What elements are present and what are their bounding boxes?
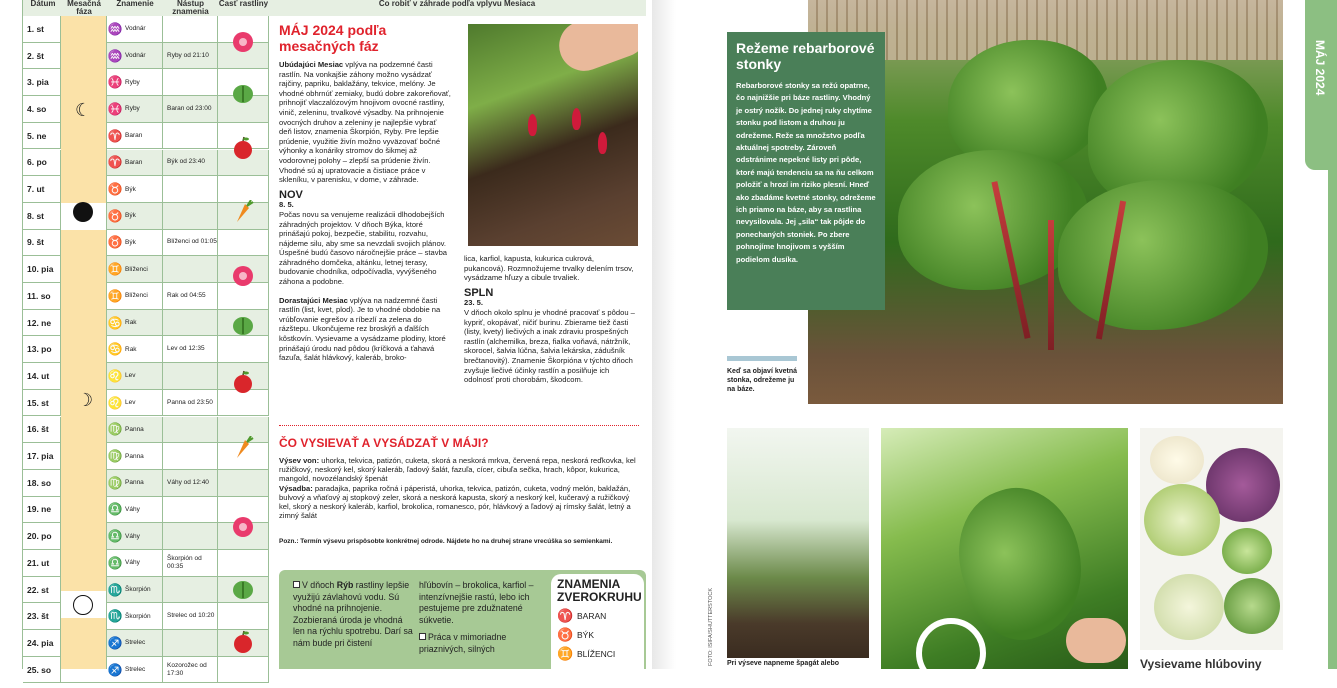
- spln-heading: SPLN: [464, 286, 494, 299]
- flower-icon: [231, 515, 255, 539]
- header-entry: Nástup znamenia: [172, 0, 209, 16]
- calendar-day: 3. pia: [23, 69, 61, 95]
- calendar-day: 18. so: [23, 470, 61, 496]
- sign-entry: Strelec od 10:20: [163, 603, 218, 629]
- tips-box: [279, 570, 646, 669]
- calendar-sign: [107, 523, 163, 549]
- calendar-day: 5. ne: [23, 123, 61, 149]
- sign-name: Vodnár: [125, 25, 146, 33]
- checkbox-icon: [293, 581, 300, 588]
- calendar-sign: [107, 310, 163, 336]
- calendar-day: 20. po: [23, 523, 61, 549]
- sign-name: Váhy: [125, 532, 140, 540]
- radish-shape: [572, 108, 581, 130]
- zodiac-icon: ♎: [107, 502, 123, 517]
- sowing-outdoor-lead: Výsev von:: [279, 456, 320, 465]
- radish-shape: [598, 132, 607, 154]
- sign-entry: [163, 310, 218, 336]
- sowing-section: [279, 425, 639, 520]
- sign-entry: Rak od 04:55: [163, 283, 218, 309]
- taurus-icon: ♉: [557, 626, 574, 642]
- lettuce-leaf-icon: [231, 578, 255, 602]
- carrot-icon: [231, 436, 255, 460]
- calendar-row: [23, 657, 269, 684]
- sowing-outdoor: [279, 456, 639, 520]
- sign-entry: [163, 69, 218, 95]
- calendar-day: 4. so: [23, 96, 61, 122]
- calendar-row: [23, 176, 269, 203]
- calendar-sign: [107, 443, 163, 469]
- calendar-day: 22. st: [23, 577, 61, 603]
- sign-name: Váhy: [125, 559, 140, 567]
- zodiac-icon: ♌: [107, 395, 123, 410]
- carrot-icon: [231, 200, 255, 224]
- article-column-2: [464, 254, 636, 385]
- section-strip-title: Čo robiť v záhrade podľa vplyvu Mesiaca: [268, 0, 646, 16]
- tip1-text: rastliny lepšie využijú závlahovú vodu. Sú vhodné na prihnojenie. Zozbieraná úroda je vhodná len na rýchlu spotrebu. Darí sa nám bude pri čistení: [293, 580, 413, 648]
- apple-icon: [231, 630, 255, 654]
- sign-entry: Lev od 12:35: [163, 336, 218, 362]
- tips-column-2: [419, 580, 549, 655]
- stalk-shape: [1048, 220, 1054, 350]
- full-moon-icon: [73, 595, 93, 615]
- calendar-day: 24. pia: [23, 630, 61, 656]
- zodiac-icon: ♉: [107, 208, 123, 223]
- leaf-closeup-photo: [881, 428, 1128, 669]
- calendar-sign: [107, 123, 163, 149]
- calendar-sign: [107, 603, 163, 629]
- calendar-row: [23, 550, 269, 577]
- header-date: Dátum: [30, 0, 56, 8]
- calendar-day: 13. po: [23, 336, 61, 362]
- sowing-note: Pozn.: Termín výsevu prispôsobte konkrétnej odrode. Nájdete ho na druhej strane vrecúška so semienkami.: [279, 538, 613, 545]
- calendar-day: 17. pia: [23, 443, 61, 469]
- sign-name: Býk: [125, 238, 136, 246]
- header-plant: Časť rastliny: [218, 0, 269, 8]
- calendar-day: 7. ut: [23, 176, 61, 202]
- sign-entry: Váhy od 12:40: [163, 470, 218, 496]
- rhubarb-info-box: [727, 32, 885, 310]
- calendar-sign: [107, 203, 163, 229]
- tip1-pre: V dňoch: [302, 580, 337, 590]
- article-title: MÁJ 2024 podľa mesačných fáz: [279, 22, 387, 54]
- waning-lead: Ubúdajúci Mesiac: [279, 60, 344, 69]
- sign-entry: Kozorožec od 17:30: [163, 657, 218, 683]
- sign-name: Ryby: [125, 78, 140, 86]
- nov-text: Počas novu sa venujeme realizácii dlhodobejších záhradných projektov. V dňoch Býka, ktoré prinášajú pokoj, bezpečie, stabilitu, rozvahu, nájdeme silu, aby sme sa nevzdali svojich plánov. Úspešné budú časovo náročnejšie práce – stavba záhradného domčeka, altánku, letnej terasy, budovanie chodníka, odpočívadla, vyvýšeného záhona a podobne.: [279, 209, 448, 287]
- waxing-lead: Dorastajúci Mesiac: [279, 295, 348, 305]
- calendar-sign: [107, 497, 163, 523]
- rhubarb-caption: Keď sa objaví kvetná stonka, odrežeme ju na báze.: [727, 356, 797, 394]
- sign-entry: [163, 176, 218, 202]
- month-tab-label: MÁJ 2024: [1313, 40, 1327, 96]
- zodiac-icon: ♓: [107, 75, 123, 90]
- tip1-bold: Rýb: [336, 580, 354, 590]
- waning-text: vplýva na podzemné časti rastlín. Na vonkajšie záhony možno vysádzať rajčiny, papriku, baklažány, tekvice, melóny. Je vhodné obhrnúť zemiaky, budú dobre zakoreňovať, prihnojiť vlaczalózovým hnojivom ovocné rastliny, vinič, zeleninu, trvalkové výsadby. Na prihnojenie ovocných druhov a zeleniny je najlepšie vybrať deň listov, znamenia Škorpión, Ryby. Pre lepšie prúdenie, využitie živín možno vyväzovať bočné výhonky a konáriky stromov do šikmej až vodorovnej polohy – zlepší sa prúdenie živín. Vhodné sú aj upratovacie a čistiace práce v skleníku, v parenisku, v dome, v záhrade.: [279, 60, 451, 185]
- zodiac-heading: ZNAMENIA ZVEROKRUHU: [557, 577, 642, 604]
- checkbox-icon: [419, 633, 426, 640]
- sign-name: Panna: [125, 425, 144, 433]
- calendar-row: [23, 336, 269, 363]
- rhubarb-heading: Režeme rebarborové stonky: [736, 40, 875, 72]
- zodiac-name: BARAN: [577, 610, 607, 621]
- planting-lead: Výsadba:: [279, 483, 313, 493]
- zodiac-icon: ♋: [107, 315, 123, 330]
- sign-name: Ryby: [125, 105, 140, 113]
- sowing-heading: ČO VYSIEVAŤ A VYSÁDZAŤ V MÁJI?: [279, 436, 489, 450]
- tip3: [419, 632, 549, 655]
- spln-date: 23. 5.: [464, 298, 483, 308]
- sign-entry: Ryby od 21:10: [163, 43, 218, 69]
- zodiac-icon: ♉: [107, 182, 123, 197]
- calendar-sign: [107, 176, 163, 202]
- waxing-paragraph: [279, 296, 451, 363]
- sign-name: Lev: [125, 399, 136, 407]
- zodiac-icon: ♋: [107, 342, 123, 357]
- sign-name: Býk: [125, 212, 136, 220]
- zodiac-icon: ♈: [107, 128, 123, 143]
- phase-waning-2: [61, 618, 107, 669]
- spln-text: V dňoch okolo splnu je vhodné pracovať s pôdou – kypriť, okopávať, ničiť burinu. Zbierame tiež časti (listy, kvety) liečivých a inak zdraviu prospešných rastlín (alchemilka, breza, fialka voňavá, nátržník, skorocel, šalvia lúčna, šalvia lekárska, zádušník brečtanovitý). Znamenie Škorpióna v týchto dňoch zvyšuje liečivé účinky rastlín a posilňuje ich odolnosť proti chorobám, škodcom.: [464, 307, 635, 385]
- sign-name: Lev: [125, 372, 136, 380]
- calendar-row: [23, 603, 269, 630]
- waxing-moon-icon: ☽: [77, 390, 94, 410]
- zodiac-icon: ♊: [107, 262, 123, 277]
- sign-entry: Býk od 23:40: [163, 150, 218, 176]
- sign-entry: Blíženci od 01:05: [163, 230, 218, 256]
- tips-column-1: [293, 580, 413, 649]
- zodiac-icon: ♐: [107, 635, 123, 650]
- plant-part-cell: [218, 603, 269, 629]
- zodiac-icon: ♓: [107, 101, 123, 116]
- calendar-day: 2. št: [23, 43, 61, 69]
- radish-shape: [528, 114, 537, 136]
- seedlings-caption: Pri výseve napneme špagát alebo: [727, 660, 840, 667]
- sign-name: Býk: [125, 185, 136, 193]
- sign-name: Rak: [125, 345, 137, 353]
- magnifier-icon: [916, 618, 986, 688]
- waning-moon-icon: ☾: [75, 100, 92, 120]
- sign-name: Panna: [125, 479, 144, 487]
- sign-name: Panna: [125, 452, 144, 460]
- calendar-sign: [107, 470, 163, 496]
- calendar-day: 10. pia: [23, 256, 61, 282]
- calendar-sign: [107, 69, 163, 95]
- sign-entry: [163, 256, 218, 282]
- seedlings-photo: [727, 428, 869, 658]
- sign-entry: [163, 417, 218, 443]
- month-tab: [1305, 0, 1337, 170]
- new-moon-icon: [73, 202, 93, 222]
- zodiac-legend: [549, 572, 646, 669]
- sign-name: Blíženci: [125, 292, 148, 300]
- hand-shape: [1066, 618, 1126, 663]
- zodiac-item: [551, 606, 644, 625]
- savoy-cabbage-shape: [1144, 484, 1220, 556]
- sign-entry: [163, 203, 218, 229]
- calendar-sign: [107, 336, 163, 362]
- waxing-continuation: lica, karfiol, kapusta, kukurica cukrová, pukancová). Rozmnožujeme trvalky delením trsov, vysádzame hľuzy a cibule trvaliek.: [464, 254, 634, 283]
- sign-name: Rak: [125, 319, 137, 327]
- zodiac-icon: ♊: [107, 288, 123, 303]
- leaf-shape: [948, 40, 1108, 170]
- brassicas-photo: [1140, 428, 1283, 650]
- waning-paragraph: [279, 60, 451, 185]
- brussels-sprout-shape: [1222, 528, 1272, 574]
- zodiac-icon: ♏: [107, 582, 123, 597]
- calendar-day: 21. ut: [23, 550, 61, 576]
- zodiac-icon: ♐: [107, 662, 123, 677]
- calendar-sign: [107, 150, 163, 176]
- calendar-sign: [107, 417, 163, 443]
- aries-icon: ♈: [557, 607, 574, 623]
- zodiac-icon: ♍: [107, 475, 123, 490]
- zodiac-icon: ♉: [107, 235, 123, 250]
- zodiac-item: [551, 644, 644, 663]
- calendar-day: 12. ne: [23, 310, 61, 336]
- calendar-header: [23, 0, 269, 16]
- zodiac-icon: ♎: [107, 529, 123, 544]
- plant-part-cell: [218, 470, 269, 496]
- calendar-sign: [107, 96, 163, 122]
- sign-name: Blíženci: [125, 265, 148, 273]
- radish-harvest-photo: [468, 24, 638, 246]
- broccoli-shape: [1224, 578, 1280, 634]
- flower-icon: [231, 30, 255, 54]
- calendar-sign: [107, 577, 163, 603]
- tab-edge: [1328, 170, 1337, 669]
- sign-name: Strelec: [125, 639, 146, 647]
- zodiac-icon: ♒: [107, 48, 123, 63]
- nov-heading: NOV: [279, 188, 303, 201]
- sign-entry: [163, 363, 218, 389]
- sign-entry: [163, 497, 218, 523]
- zodiac-item: [551, 625, 644, 644]
- waxing-text: vplýva na nadzemné časti rastlín (list, kvet, plod). Je to vhodné obdobie na vrúbľovanie egrešov a ríbezlí za zelena do rázštepu. Ukončujeme rez broskýň a ďalších kôstkovín. Vysievame a vysádzame plodiny, ktoré prinášajú úrodu nad pôdou (kríčková a ťahavá fazuľa, šalát hlávkový, kaleráb, broko-: [279, 295, 446, 363]
- tip3-text: Práca v mimoriadne priaznivých, silných: [419, 632, 507, 654]
- calendar-day: 6. po: [23, 150, 61, 176]
- left-page: [0, 0, 652, 677]
- plant-part-cell: [218, 230, 269, 256]
- sign-name: Baran: [125, 158, 143, 166]
- sign-entry: Panna od 23:50: [163, 390, 218, 416]
- photo-credit: FOTO: ISIFA/SHUTTERSTOCK: [708, 588, 714, 667]
- calendar-sign: [107, 256, 163, 282]
- cauliflower-shape: [1150, 436, 1204, 484]
- calendar-sign: [107, 230, 163, 256]
- sign-entry: [163, 523, 218, 549]
- sign-entry: [163, 630, 218, 656]
- zodiac-name: BLÍŽENCI: [577, 648, 616, 659]
- nov-date: 8. 5.: [279, 200, 294, 210]
- apple-icon: [231, 136, 255, 160]
- calendar-day: 19. ne: [23, 497, 61, 523]
- calendar-day: 14. ut: [23, 363, 61, 389]
- calendar-sign: [107, 16, 163, 42]
- calendar-day: 1. st: [23, 16, 61, 42]
- sign-entry: Baran od 23:00: [163, 96, 218, 122]
- header-phase: Mesačná fáza: [67, 0, 101, 16]
- gemini-icon: ♊: [557, 645, 574, 661]
- calendar-day: 23. št: [23, 603, 61, 629]
- zodiac-icon: ♎: [107, 555, 123, 570]
- sowing-outdoor-text: uhorka, tekvica, patizón, cuketa, skorá a neskorá mrkva, červená repa, neskorá reďkovka, kel ružičkový, neskorý kel, skorý kaleráb, ľadový šalát, fazuľa, cícer, cibuľa sečka, hrach, kôpor, kukurica, mangold, novozélandský špenát: [279, 456, 636, 484]
- plant-part-cell: [218, 176, 269, 202]
- sign-name: Škorpión: [125, 612, 151, 620]
- sign-name: Vodnár: [125, 52, 146, 60]
- apple-icon: [231, 370, 255, 394]
- sign-entry: Škorpión od 00:35: [163, 550, 218, 576]
- sign-name: Škorpión: [125, 586, 151, 594]
- zodiac-name: BÝK: [577, 629, 595, 640]
- moon-calendar-table: [22, 0, 269, 677]
- flower-icon: [231, 264, 255, 288]
- calendar-sign: [107, 43, 163, 69]
- sign-entry: [163, 123, 218, 149]
- calendar-day: 15. st: [23, 390, 61, 416]
- calendar-row: [23, 470, 269, 497]
- sign-entry: [163, 443, 218, 469]
- calendar-day: 16. št: [23, 417, 61, 443]
- sign-entry: [163, 577, 218, 603]
- sign-name: Strelec: [125, 666, 146, 674]
- calendar-sign: [107, 630, 163, 656]
- calendar-sign: [107, 550, 163, 576]
- leaf-shape: [1058, 180, 1268, 330]
- calendar-sign: [107, 657, 163, 683]
- zodiac-icon: ♈: [107, 155, 123, 170]
- calendar-row: [23, 230, 269, 257]
- lettuce-leaf-icon: [231, 314, 255, 338]
- zodiac-icon: ♍: [107, 449, 123, 464]
- plant-part-cell: [218, 657, 269, 683]
- calendar-day: 8. st: [23, 203, 61, 229]
- calendar-sign: [107, 390, 163, 416]
- sign-name: Baran: [125, 132, 143, 140]
- tip2-text: hľúbovín – brokolica, karfiol – intenzívnejšie rastú, lebo ich pestujeme pre zdužnatené súkvetie.: [419, 580, 534, 625]
- calendar-day: 9. št: [23, 230, 61, 256]
- calendar-day: 25. so: [23, 657, 61, 683]
- calendar-day: 11. so: [23, 283, 61, 309]
- kohlrabi-shape: [1154, 574, 1224, 640]
- zodiac-icon: ♏: [107, 609, 123, 624]
- hand-shape: [552, 24, 638, 78]
- brassicas-heading: Vysievame hlúboviny: [1140, 657, 1262, 671]
- plant-part-cell: [218, 550, 269, 576]
- page-gutter: [652, 0, 712, 669]
- header-sign: Znamenie: [116, 0, 154, 8]
- calendar-sign: [107, 363, 163, 389]
- plant-part-cell: [218, 336, 269, 362]
- zodiac-icon: ♌: [107, 368, 123, 383]
- article-column-1: [279, 60, 451, 363]
- lettuce-leaf-icon: [231, 82, 255, 106]
- planting-text: paradajka, paprika ročná i páperistá, uhorka, tekvica, patizón, cuketa, vodný melón, baklažán, bulvový a vňaťový aj stopkový zeler, skorá a neskorá kapusta, skorý a neskorý kel, kučeravý a ružičkový kel, skorý a neskorý kaleráb, karfiol, brokolica, romanesco, pór, hlávkový a ľadový aj rímsky šalát, letný a zimný šalát: [279, 483, 631, 521]
- zodiac-icon: ♒: [107, 21, 123, 36]
- sign-entry: [163, 16, 218, 42]
- calendar-sign: [107, 283, 163, 309]
- rhubarb-text: Rebarborové stonky sa režú opatrne, čo najnižšie pri báze rastliny. Vhodný je ostrý nožík. Do jednej ruky chytíme stonku pod listom a druhou ju odrežeme. Reže sa množstvo podľa aktuálnej spotreby. Zároveň odstránime nepekné listy pri pôde, ktoré majú tendenciu sa na ňu celkom položiť a hrozí im riziko plesní. Hneď ako zbadáme kvetné stonky, odrežeme ich priamo na báze, aby sa rastlina nevysilovala. Jej „sila“ tak pôjde do ponechaných stoniek. Po zbere pohnojíme hnojivom s vyšším podielom dusíka.: [736, 81, 876, 264]
- zodiac-icon: ♍: [107, 422, 123, 437]
- sign-name: Váhy: [125, 505, 140, 513]
